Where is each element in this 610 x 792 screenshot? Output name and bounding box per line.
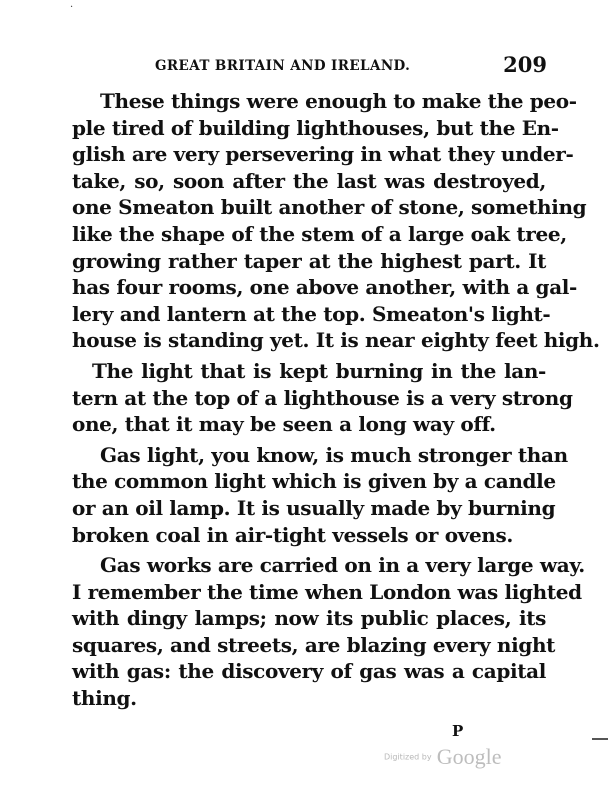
text-line: with dingy lamps; now its public places, its xyxy=(72,606,546,631)
paragraph xyxy=(72,552,585,712)
text-line: squares, and streets, are blazing every night xyxy=(72,632,556,657)
text-line: one, that it may be seen a long way off. xyxy=(72,412,496,437)
google-logo: Google xyxy=(436,744,502,769)
paragraph xyxy=(72,358,573,438)
text-line: These things were enough to make the peo- xyxy=(100,89,577,113)
text-line: lery and lantern at the top. Smeaton's light- xyxy=(72,301,551,326)
signature-mark: P xyxy=(452,722,464,740)
watermark-prefix: Digitized by xyxy=(384,752,432,762)
text-line: Gas light, you know, is much stronger than xyxy=(100,442,568,467)
page-number: 209 xyxy=(503,52,547,77)
text-line: take, so, soon after the last was destroyed, xyxy=(72,168,546,193)
text-line: glish are very persevering in what they under- xyxy=(72,142,574,167)
paragraph xyxy=(72,442,568,548)
text-line: growing rather taper at the highest part. It xyxy=(72,248,546,273)
running-title: GREAT BRITAIN AND IRELAND. xyxy=(155,58,411,74)
paragraph xyxy=(72,88,600,354)
text-line: one Smeaton built another of stone, something xyxy=(72,195,587,220)
text-line: with gas: the discovery of gas was a capital xyxy=(72,659,546,684)
text-line: tern at the top of a lighthouse is a very strong xyxy=(72,385,573,410)
text-line: like the shape of the stem of a large oak tree, xyxy=(72,221,567,246)
text-line: broken coal in air-tight vessels or ovens. xyxy=(72,522,514,547)
body-text xyxy=(72,88,600,712)
text-line: has four rooms, one above another, with a gal- xyxy=(72,275,578,300)
text-line: or an oil lamp. It is usually made by burning xyxy=(72,495,556,520)
edge-mark xyxy=(592,738,608,740)
text-line: house is standing yet. It is near eighty feet high. xyxy=(72,328,600,353)
text-line: thing. xyxy=(72,686,137,711)
watermark xyxy=(384,744,501,770)
text-line: The light that is kept burning in the lan- xyxy=(92,358,546,383)
text-line: the common light which is given by a candle xyxy=(72,469,556,494)
text-line: I remember the time when London was lighted xyxy=(72,579,582,604)
text-line: ple tired of building lighthouses, but the En- xyxy=(72,115,559,140)
text-line: Gas works are carried on in a very large way. xyxy=(100,553,585,578)
page-header xyxy=(155,52,547,76)
stray-mark: · xyxy=(70,2,74,13)
